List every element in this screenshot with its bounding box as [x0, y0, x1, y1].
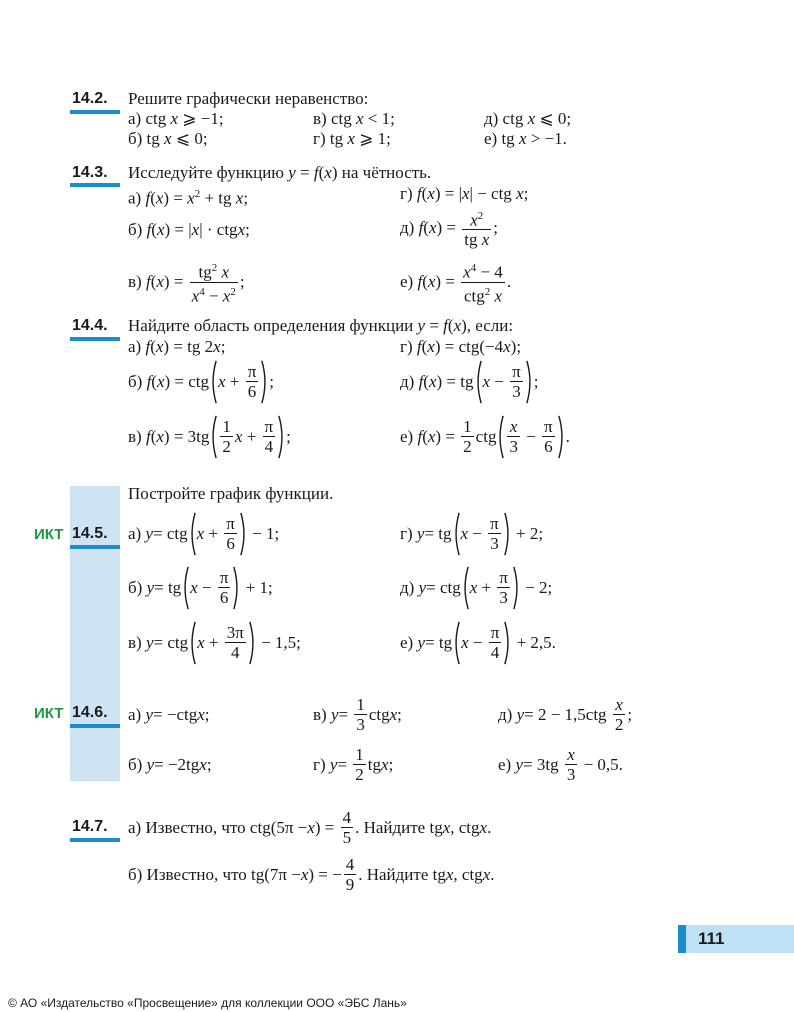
page-number: 111 [698, 929, 725, 948]
p144-statement: Найдите область определения функции y = f(x), если: [128, 316, 514, 335]
problem-number-14-6: 14.6. [72, 704, 108, 721]
p145-item-e: е) y = tg x − $\frac{\pi}{4}$ + 2,5. [400, 620, 556, 666]
p146-item-a: а) y = −ctg x ; [128, 705, 210, 724]
p144-item-b: б) f ( x ) = ctg x + $\frac{\pi}{6}$ ; [128, 359, 274, 405]
p146-item-d: д) y = 2 − 1,5ctg $\frac{x}{2}$ ; [498, 695, 633, 734]
p143-item-e: е) f ( x ) = $\frac{x^4 - 4}{ctg^2 x}$ . [400, 261, 512, 306]
p145-item-a: а) y = ctg x + $\frac{\pi}{6}$ − 1; [128, 511, 279, 557]
p142-item-e: е) tg x > −1. [484, 129, 567, 148]
p143-item-a: а) $f(x) = x^2$ + tg x; [128, 188, 249, 208]
p145-item-d: д) y = ctg x + $\frac{\pi}{3}$ − 2; [400, 565, 552, 611]
problem-number-14-7: 14.7. [72, 818, 108, 835]
p142-item-g: г) tg x ⩾ 1; [313, 129, 391, 148]
problem-number-14-3: 14.3. [72, 164, 108, 181]
p143-item-d: д) f ( x ) = $\frac{x^2}{\text{tg x}}$ ; [400, 209, 499, 250]
problem-underline [70, 337, 120, 341]
problem-number-14-2: 14.2. [72, 90, 108, 107]
p145-item-v: в) y = ctg x + $\frac{3\pi}{4}$ − 1,5; [128, 620, 301, 666]
problem-underline [70, 724, 120, 728]
p145-item-g: г) y = tg x − $\frac{\pi}{3}$ + 2; [400, 511, 543, 557]
p142-item-d: д) ctg x ⩽ 0; [484, 109, 572, 128]
p145-item-b: б) y = tg x − $\frac{\pi}{6}$ + 1; [128, 565, 273, 611]
problem-underline [70, 838, 120, 842]
p143-item-b: б) f ( x ) = | x | · ctg x ; [128, 220, 250, 239]
p144-item-v: в) f ( x ) = 3tg $\frac{1}{2}$ x + $\frac{\pi}{4}$ ; [128, 414, 291, 460]
problem-underline [70, 183, 120, 187]
p142-statement: Решите графически неравенство: [128, 89, 369, 108]
problem-number-14-4: 14.4. [72, 317, 108, 334]
problem-underline [70, 545, 120, 549]
page-number-accent [678, 925, 686, 953]
copyright-footer: © АО «Издательство «Просвещение» для коллекции ООО «ЭБС Лань» [8, 996, 407, 1010]
problem-underline [70, 110, 120, 114]
p142-item-b: б) tg x ⩽ 0; [128, 129, 208, 148]
p146-item-v: в) y = $\frac{1}{3}$ ctg x ; [313, 695, 402, 734]
p144-item-d: д) f ( x ) = tg x − $\frac{\pi}{3}$ ; [400, 359, 538, 405]
p146-item-g: г) y = $\frac{1}{2}$ tg x ; [313, 745, 394, 784]
p146-item-b: б) y = −2tg x ; [128, 755, 212, 774]
p144-item-e: е) f ( x ) = $\frac{1}{2}$ ctg $\frac{x}{3}$ − $\frac{\pi}{6}$ . [400, 414, 570, 460]
page-number-box [678, 925, 794, 953]
problem-number-14-5: 14.5. [72, 525, 108, 542]
p142-item-v: в) ctg x < 1; [313, 109, 395, 128]
ikt-label: ИКТ [34, 526, 64, 543]
p144-item-g: г) f(x) = ctg(−4x); [400, 337, 522, 356]
p143-statement: Исследуйте функцию y = f(x) на чётность. [128, 163, 432, 182]
p146-item-e: е) y = 3tg $\frac{x}{3}$ − 0,5. [498, 745, 623, 784]
p143-item-g: г) f(x) = |x| − ctg x; [400, 184, 529, 203]
p142-item-a: а) ctg x ⩾ −1; [128, 109, 224, 128]
p145-statement: Постройте график функции. [128, 484, 334, 503]
p144-item-a: а) f(x) = tg 2x; [128, 337, 226, 356]
ikt-label: ИКТ [34, 705, 64, 722]
p147-item-a: а) Известно, что ctg(5π − x ) = $\frac{4}{5}$ . Найдите tg x , ctg x . [128, 808, 492, 847]
p143-item-v: в) f ( x ) = $\frac{tg^2 x}{x^4 - x^2}$ ; [128, 261, 245, 306]
p147-item-b: б) Известно, что tg(7π − x ) = − $\frac{4}{9}$ . Найдите tg x , ctg x . [128, 855, 495, 894]
